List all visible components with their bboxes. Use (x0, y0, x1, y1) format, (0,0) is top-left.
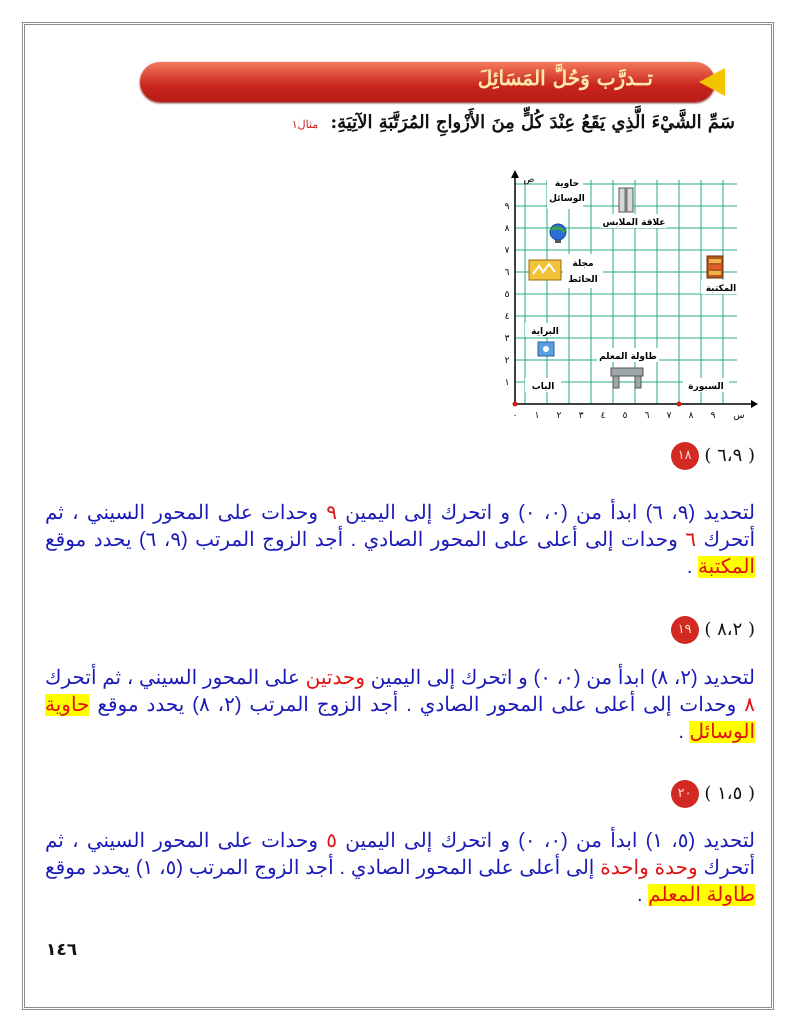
y-tick: ٨ (505, 224, 510, 234)
bookshelf-icon (707, 256, 723, 278)
label-magazine-2: الحائط (568, 275, 598, 285)
problem-pair: ( ٨،٢ ) (704, 619, 755, 640)
label-sharpener: البراية (531, 327, 559, 337)
solution-text: لتحديد (٩، ٦) ابدأ من (٠، ٠) و اتحرك إلى اليمين (337, 502, 756, 524)
section-title: تــدرَّب وَحُلَّ المَسَائِلَ (477, 66, 653, 90)
label-door: الباب (531, 382, 555, 392)
solution-text: . (637, 884, 649, 906)
coordinate-graph (505, 170, 760, 430)
problem-pair: ( ١،٥ ) (704, 783, 755, 804)
label-container-1: حاوية (554, 179, 580, 189)
y-tick: ٧ (505, 246, 510, 256)
label-hanger: علاقة الملابس (602, 218, 666, 228)
magazine-icon (529, 260, 561, 280)
problem-number-badge: ٢٠ (671, 780, 699, 808)
banner-arrow-icon (699, 68, 725, 96)
problem-number-badge: ١٩ (671, 616, 699, 644)
label-container-2: الوسائل (549, 194, 585, 204)
answer-highlight: طاولة المعلم (648, 884, 755, 906)
solution-paragraph (45, 500, 755, 581)
label-library: المكتبة (705, 284, 737, 294)
y-tick: ٣ (505, 334, 510, 344)
answer-highlight: المكتبة (697, 556, 755, 578)
solution-highlight: ٦ (685, 529, 697, 551)
x-tick: ٥ (622, 411, 628, 421)
answer-highlight: حاوية الوسائل (45, 694, 755, 743)
problem-18 (653, 442, 755, 470)
x-tick: ٧ (666, 411, 672, 421)
solution-highlight: وحدتين (305, 667, 365, 689)
solution-text: وحدات إلى أعلى على المحور الصادي . أجد الزوج المرتب (٩، ٦) يحدد موقع (45, 529, 686, 551)
solution-paragraph (45, 828, 755, 909)
container-icon (619, 188, 633, 212)
problem-number-badge: ١٨ (671, 442, 699, 470)
y-tick: ٤ (505, 312, 510, 322)
solution-highlight: وحدة واحدة (600, 857, 698, 879)
x-tick: ٨ (688, 411, 694, 421)
instruction (292, 112, 735, 133)
problem-20 (653, 780, 755, 808)
y-tick: ١ (505, 378, 510, 388)
label-magazine-1: مجلة (572, 259, 594, 269)
solution-highlight: ٨ (744, 694, 755, 716)
solution-text: لتحديد (٥، ١) ابدأ من (٠، ٠) و اتحرك إلى اليمين (337, 830, 756, 852)
problem-pair: ( ٦،٩ ) (704, 445, 755, 466)
desk-icon (611, 368, 643, 388)
solution-text: . (686, 556, 698, 578)
origin-label: ٠ (512, 411, 518, 421)
page-number: ١٤٦ (46, 940, 78, 960)
problem-19 (653, 616, 755, 644)
sharpener-icon (538, 342, 554, 356)
globe-icon (550, 224, 566, 243)
x-axis-label: س (733, 411, 745, 421)
solution-text: لتحديد (٢، ٨) ابدأ من (٠، ٠) و اتحرك إلى اليمين (365, 667, 755, 689)
y-tick: ٥ (505, 290, 510, 300)
y-tick: ٩ (505, 202, 510, 212)
label-board: السبورة (688, 382, 724, 392)
y-tick: ٦ (505, 268, 510, 278)
solution-text: وحدات إلى أعلى على المحور الصادي . أجد الزوج المرتب (٢، ٨) يحدد موقع (89, 694, 745, 716)
solution-text: على المحور السيني ، ثم أتحرك (45, 667, 306, 689)
solution-text: وحدات على المحور السيني ، ثم أتحرك (45, 830, 756, 879)
solution-text: وحدات على المحور السيني ، ثم أتحرك (45, 502, 756, 551)
section-banner (140, 62, 715, 102)
x-tick: ٢ (556, 411, 562, 421)
example-tag: مثال١ (291, 118, 319, 131)
solution-text: إلى أعلى على المحور الصادي . أجد الزوج المرتب (٥، ١) يحدد موقع (45, 857, 601, 879)
solution-highlight: ٩ (326, 502, 338, 524)
y-tick: ٢ (505, 356, 510, 366)
x-tick: ١ (534, 411, 540, 421)
solution-highlight: ٥ (326, 830, 338, 852)
y-axis-label: ص (523, 175, 535, 185)
solution-text: . (678, 721, 690, 743)
x-tick: ٦ (644, 411, 650, 421)
x-tick: ٩ (710, 411, 716, 421)
solution-paragraph (45, 665, 755, 746)
x-tick: ٤ (600, 411, 606, 421)
x-tick: ٣ (578, 411, 584, 421)
instruction-text: سَمِّ الشَّيْءَ الَّذِي يَقَعُ عِنْدَ كُلٍّ مِنَ الأَزْواجِ المُرَتَّبَةِ الآتِيَةِ: (330, 112, 735, 133)
label-desk: طاولة المعلم (599, 352, 657, 362)
